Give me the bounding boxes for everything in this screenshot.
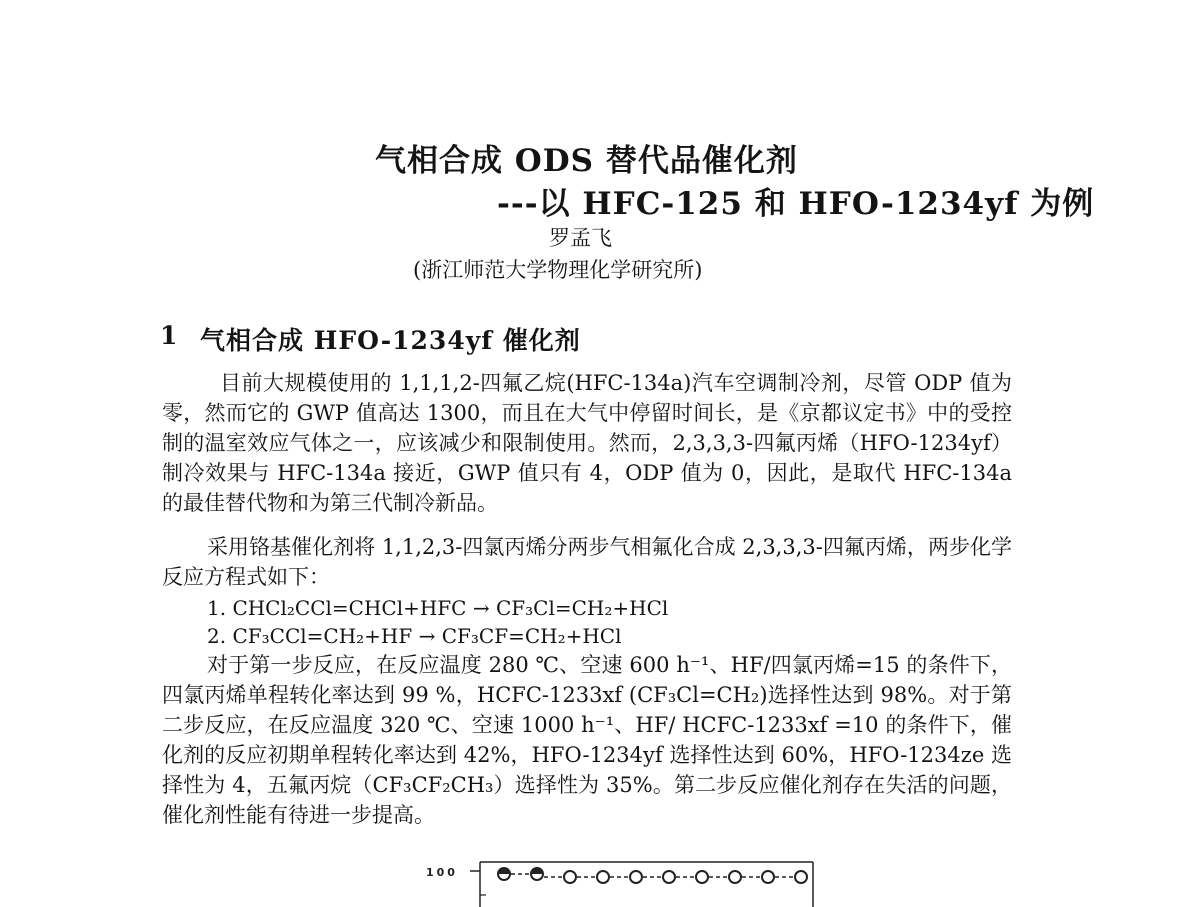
conversion-chart (420, 855, 820, 907)
section-title: 气相合成 HFO-1234yf 催化剂 (200, 326, 581, 355)
reaction-equation-1: 1. CHCl₂CCl=CHCl+HFC → CF₃Cl=CH₂+HCl (207, 596, 669, 620)
paragraph-results: 对于第一步反应，在反应温度 280 ℃、空速 600 h⁻¹、HF/四氯丙烯=15 的条件下，四氯丙烯单程转化率达到 99 %，HCFC-1233xf (CF₃Cl=CH₂)选择性达到 98%。对于第二步反应，在反应温度 320 ℃、空速 1000 h⁻¹、HF/ HCFC-1233xf =10 的条件下，催化剂的反应初期单程转化率达到 42%，HFO-1234yf 选择性达到 60%，HFO-1234ze 选择性为 4，五氟丙烷（CF₃CF₂CH₃）选择性为 35%。第二步反应催化剂存在失活的问题，催化剂性能有待进一步提高。 (162, 653, 1012, 827)
paper-title-line1: 气相合成 ODS 替代品催化剂 (375, 143, 798, 179)
section-number: 1 (160, 321, 178, 350)
data-point-1-4 (630, 871, 642, 883)
author-affiliation: (浙江师范大学物理化学研究所) (413, 258, 703, 282)
data-point-1-2 (564, 871, 576, 883)
paper-title-line2: ---以 HFC-125 和 HFO-1234yf 为例 (497, 186, 1095, 222)
data-point-1-7 (729, 871, 741, 883)
data-point-1-8 (762, 871, 774, 883)
data-point-1-5 (663, 871, 675, 883)
data-point-1-9 (795, 871, 807, 883)
y-tick-label-100: 100 (426, 866, 458, 879)
author-name: 罗孟飞 (549, 226, 612, 250)
reaction-equation-2: 2. CF₃CCl=CH₂+HF → CF₃CF=CH₂+HCl (207, 624, 622, 648)
data-point-1-6 (696, 871, 708, 883)
paragraph-method: 采用铬基催化剂将 1,1,2,3-四氯丙烯分两步气相氟化合成 2,3,3,3-四氟丙烯，两步化学反应方程式如下： (162, 535, 1012, 589)
paragraph-intro: 目前大规模使用的 1,1,1,2-四氟乙烷(HFC-134a)汽车空调制冷剂，尽管 ODP 值为零，然而它的 GWP 值高达 1300，而且在大气中停留时间长，是《京都议定书》中的受控制的温室效应气体之一，应该减少和限制使用。然而，2,3,3,3-四氟丙烯（HFO-1234yf）制冷效果与 HFC-134a 接近，GWP 值只有 4，ODP 值为 0，因此，是取代 HFC-134a 的最佳替代物和为第三代制冷新品。 (162, 371, 1012, 515)
data-point-1-3 (597, 871, 609, 883)
data-markers (498, 868, 807, 883)
